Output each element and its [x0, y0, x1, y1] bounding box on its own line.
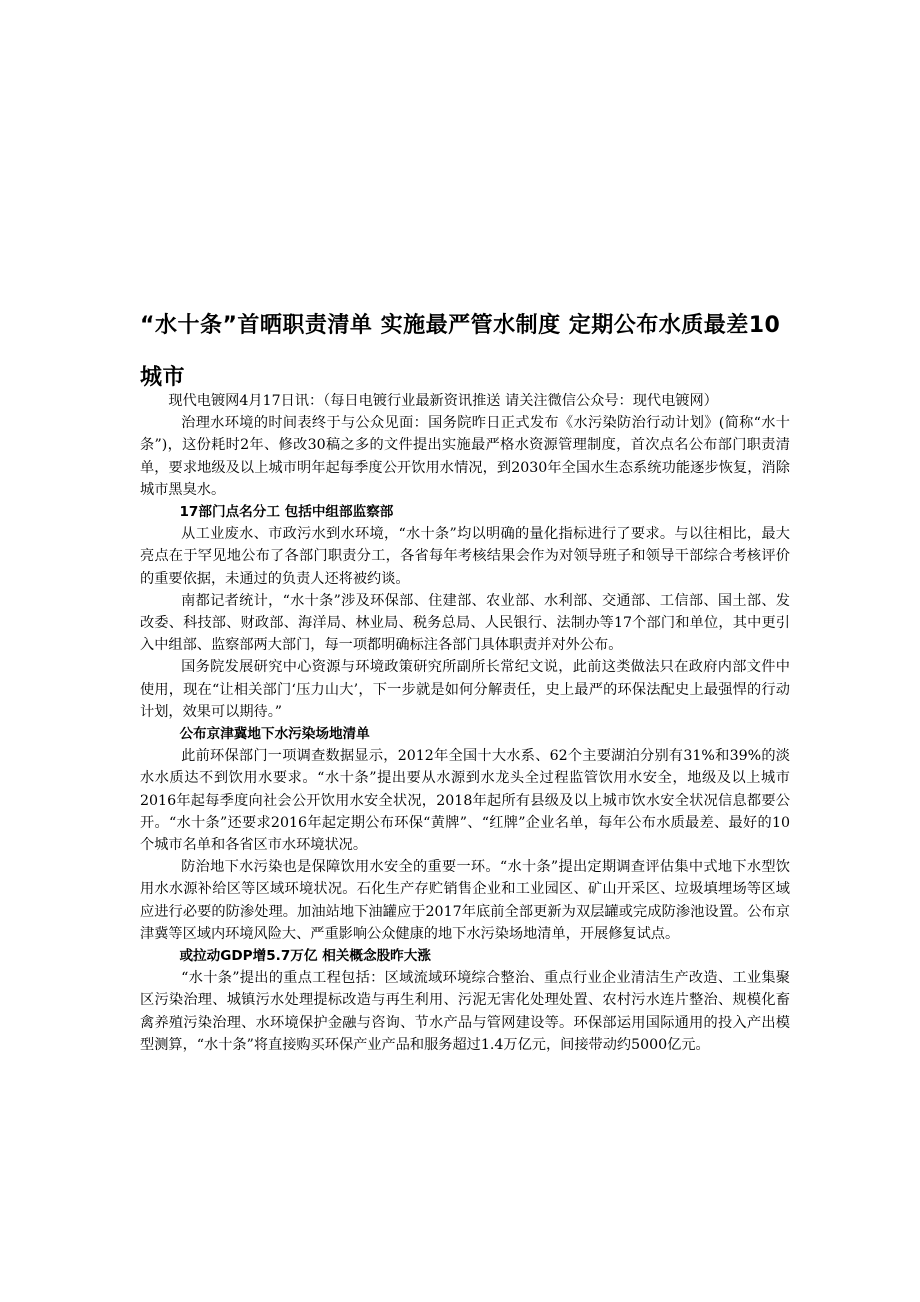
paragraph-7: “水十条”提出的重点工程包括：区域流域环境综合整治、重点行业企业清洁生产改造、工业集聚区污染治理、城镇污水处理提标改造与再生利用、污泥无害化处理处置、农村污水连片整治、规模化畜禽养殖污染治理、水环境保护金融与咨询、节水产品与管网建设等。环保部运用国际通用的投入产出模型测算，“水十条”将直接购买环保产业产品和服务超过1.4万亿元，间接带动约5000亿元。 — [140, 970, 790, 1053]
section-heading-2: 公布京津冀地下水污染场地清单 — [179, 726, 370, 743]
paragraph-1: 治理水环境的时间表终于与公众见面：国务院昨日正式发布《水污染防治行动计划》(简称“水十条”)，这份耗时2年、修改30稿之多的文件提出实施最严格水资源管理制度，首次点名公布部门职责清单，要求地级及以上城市明年起每季度公开饮用水情况，到2030年全国水生态系统功能逐步恢复，消除城市黑臭水。 — [140, 415, 790, 498]
paragraph-6: 防治地下水污染也是保障饮用水安全的重要一环。“水十条”提出定期调查评估集中式地下水型饮用水水源补给区等区域环境状况。石化生产存贮销售企业和工业园区、矿山开采区、垃圾填埋场等区域应进行必要的防渗处理。加油站地下油罐应于2017年底前全部更新为双层罐或完成防渗池设置。公布京津冀等区域内环境风险大、严重影响公众健康的地下水污染场地清单，开展修复试点。 — [140, 859, 790, 942]
paragraph-3: 南都记者统计，“水十条”涉及环保部、住建部、农业部、水利部、交通部、工信部、国土部、发改委、科技部、财政部、海洋局、林业局、税务总局、人民银行、法制办等17个部门和单位，其中更引入中组部、监察部两大部门，每一项都明确标注各部门具体职责并对外公布。 — [140, 592, 790, 654]
section-heading-1: 17部门点名分工 包括中组部监察部 — [179, 504, 394, 521]
article-lead: 现代电镀网4月17日讯：（每日电镀行业最新资讯推送 请关注微信公众号：现代电镀网） — [168, 393, 718, 409]
paragraph-4: 国务院发展研究中心资源与环境政策研究所副所长常纪文说，此前这类做法只在政府内部文件中使用，现在“让相关部门‘压力山大’，下一步就是如何分解责任，史上最严的环保法配史上最强悍的行动计划，效果可以期待。” — [140, 659, 790, 720]
article-body — [140, 390, 790, 1056]
article-title: “水十条”首晒职责清单 实施最严管水制度 定期公布水质最差10城市 — [140, 313, 781, 390]
paragraph-5: 此前环保部门一项调查数据显示，2012年全国十大水系、62个主要湖泊分别有31%和39%的淡水水质达不到饮用水要求。“水十条”提出要从水源到水龙头全过程监管饮用水安全，地级及以上城市2016年起每季度向社会公开饮用水安全状况，2018年起所有县级及以上城市饮水安全状况信息都要公开。“水十条”还要求2016年起定期公布环保“黄牌”、“红牌”企业名单，每年公布水质最差、最好的10个城市名单和各省区市水环境状况。 — [140, 748, 790, 854]
paragraph-2: 从工业废水、市政污水到水环境，“水十条”均以明确的量化指标进行了要求。与以往相比，最大亮点在于罕见地公布了各部门职责分工，各省每年考核结果会作为对领导班子和领导干部综合考核评价的重要依据，未通过的负责人还将被约谈。 — [140, 526, 790, 587]
section-heading-3: 或拉动GDP增5.7万亿 相关概念股昨大涨 — [179, 948, 431, 965]
